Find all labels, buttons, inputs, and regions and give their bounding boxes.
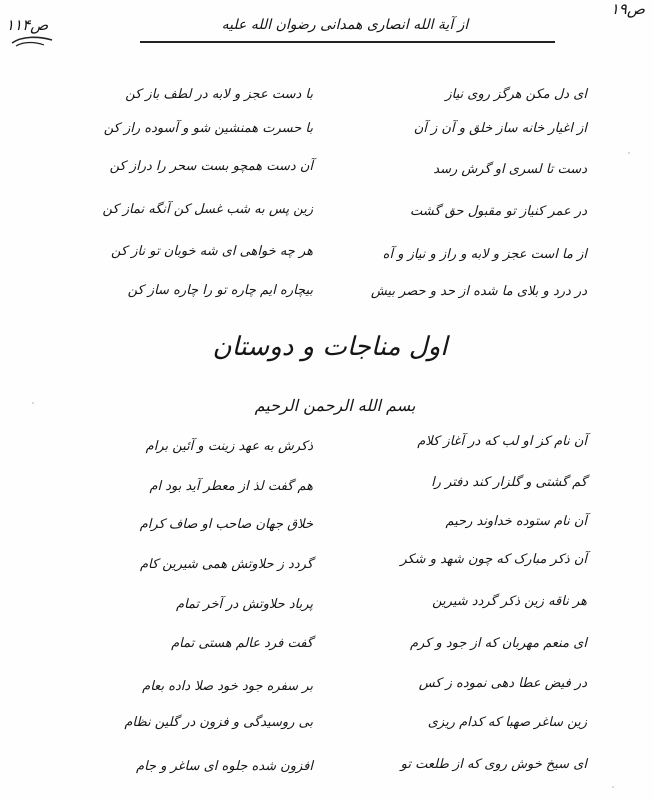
page-number-left: ص۱۱۴	[6, 16, 49, 34]
scan-speck	[32, 402, 34, 404]
page-number-right: ص۱۹	[610, 0, 645, 18]
verse-right: آن نام کز او لب که در آغاز کلام	[417, 434, 587, 449]
verse-left: بیچاره ایم چاره تو را چاره ساز کن	[127, 283, 313, 298]
scan-speck	[612, 786, 614, 788]
verse-left: زین پس به شب غسل کن آنگه نماز کن	[102, 202, 313, 217]
verse-left: گردد ز حلاوتش همی شیرین کام	[139, 557, 313, 572]
verse-right: هر ناقه زین ذکر گردد شیرین	[432, 594, 587, 609]
verse-left: بی‌ روسیدگی و فزون در گلین نظام	[124, 715, 313, 730]
verse-right: ای سیخ خوش روی که از طلعت تو	[400, 757, 587, 772]
verse-right: آن نام ستوده خداوند رحیم	[445, 514, 587, 529]
page-ornament	[10, 34, 54, 48]
verse-right: ای دل مکن هرگز روی نیاز	[445, 87, 587, 102]
header-title: از آیة ‌الله انصاری همدانی رضوان الله علیه	[221, 17, 469, 33]
verse-left: با حسرت همنشین شو و آسوده راز کن	[103, 121, 313, 136]
verse-right: از اغیار خانه ساز خلق و آن ز آن	[413, 121, 587, 136]
verse-left: بر سفره جود خود صلا داده بعام	[142, 679, 313, 694]
verse-left: هم گفت لذ از معطر آید بود ام	[149, 479, 313, 494]
verse-left: با دست عجز و لابه در لطف باز کن	[125, 87, 313, 102]
verse-right: در فیض عطا دهی نموده ز کس	[418, 676, 587, 691]
verse-right: در عمر کنیاز تو مقبول حق گشت	[410, 204, 587, 219]
verse-right: گم گشتی و گلزار کند دفتر را	[431, 475, 587, 490]
basmala: بسم الله الرحمن الرحیم	[254, 396, 416, 415]
verse-right: دست تا ‌لسری او گرش رسد	[433, 162, 587, 177]
verse-right: زین ساغر صهبا که کدام ریزی	[427, 715, 587, 730]
verse-left: پرباد حلاوتش در آخر تمام	[176, 597, 313, 612]
scan-speck	[628, 152, 630, 154]
verse-left: خلاق جهان صاحب او صاف کرام	[139, 517, 313, 532]
verse-right: ای منعم مهربان که از جود و کرم	[409, 636, 587, 651]
verse-left: گفت فرد عالم هستی تمام	[171, 636, 313, 651]
verse-right: در درد و بلای ما شده از حد و حصر بیش	[370, 284, 587, 299]
verse-left: افزون شده جلوه ای ساغر و جام	[136, 759, 313, 774]
verse-left: هر چه خواهی ای شه خوبان تو ناز کن	[111, 244, 313, 259]
verse-right: آن ذکر مبارک که چون شهد و شکر	[400, 552, 587, 567]
verse-right: از ما است عجز و لابه و راز و نیاز و آه	[382, 247, 587, 262]
verse-left: ذکرش به عهد زینت و آئین برام	[145, 439, 313, 454]
verse-left: آن دست همچو بست سحر را دراز کن	[109, 159, 313, 174]
header-underline	[140, 41, 555, 43]
section-title: اول مناجات و دوستان	[212, 332, 448, 362]
